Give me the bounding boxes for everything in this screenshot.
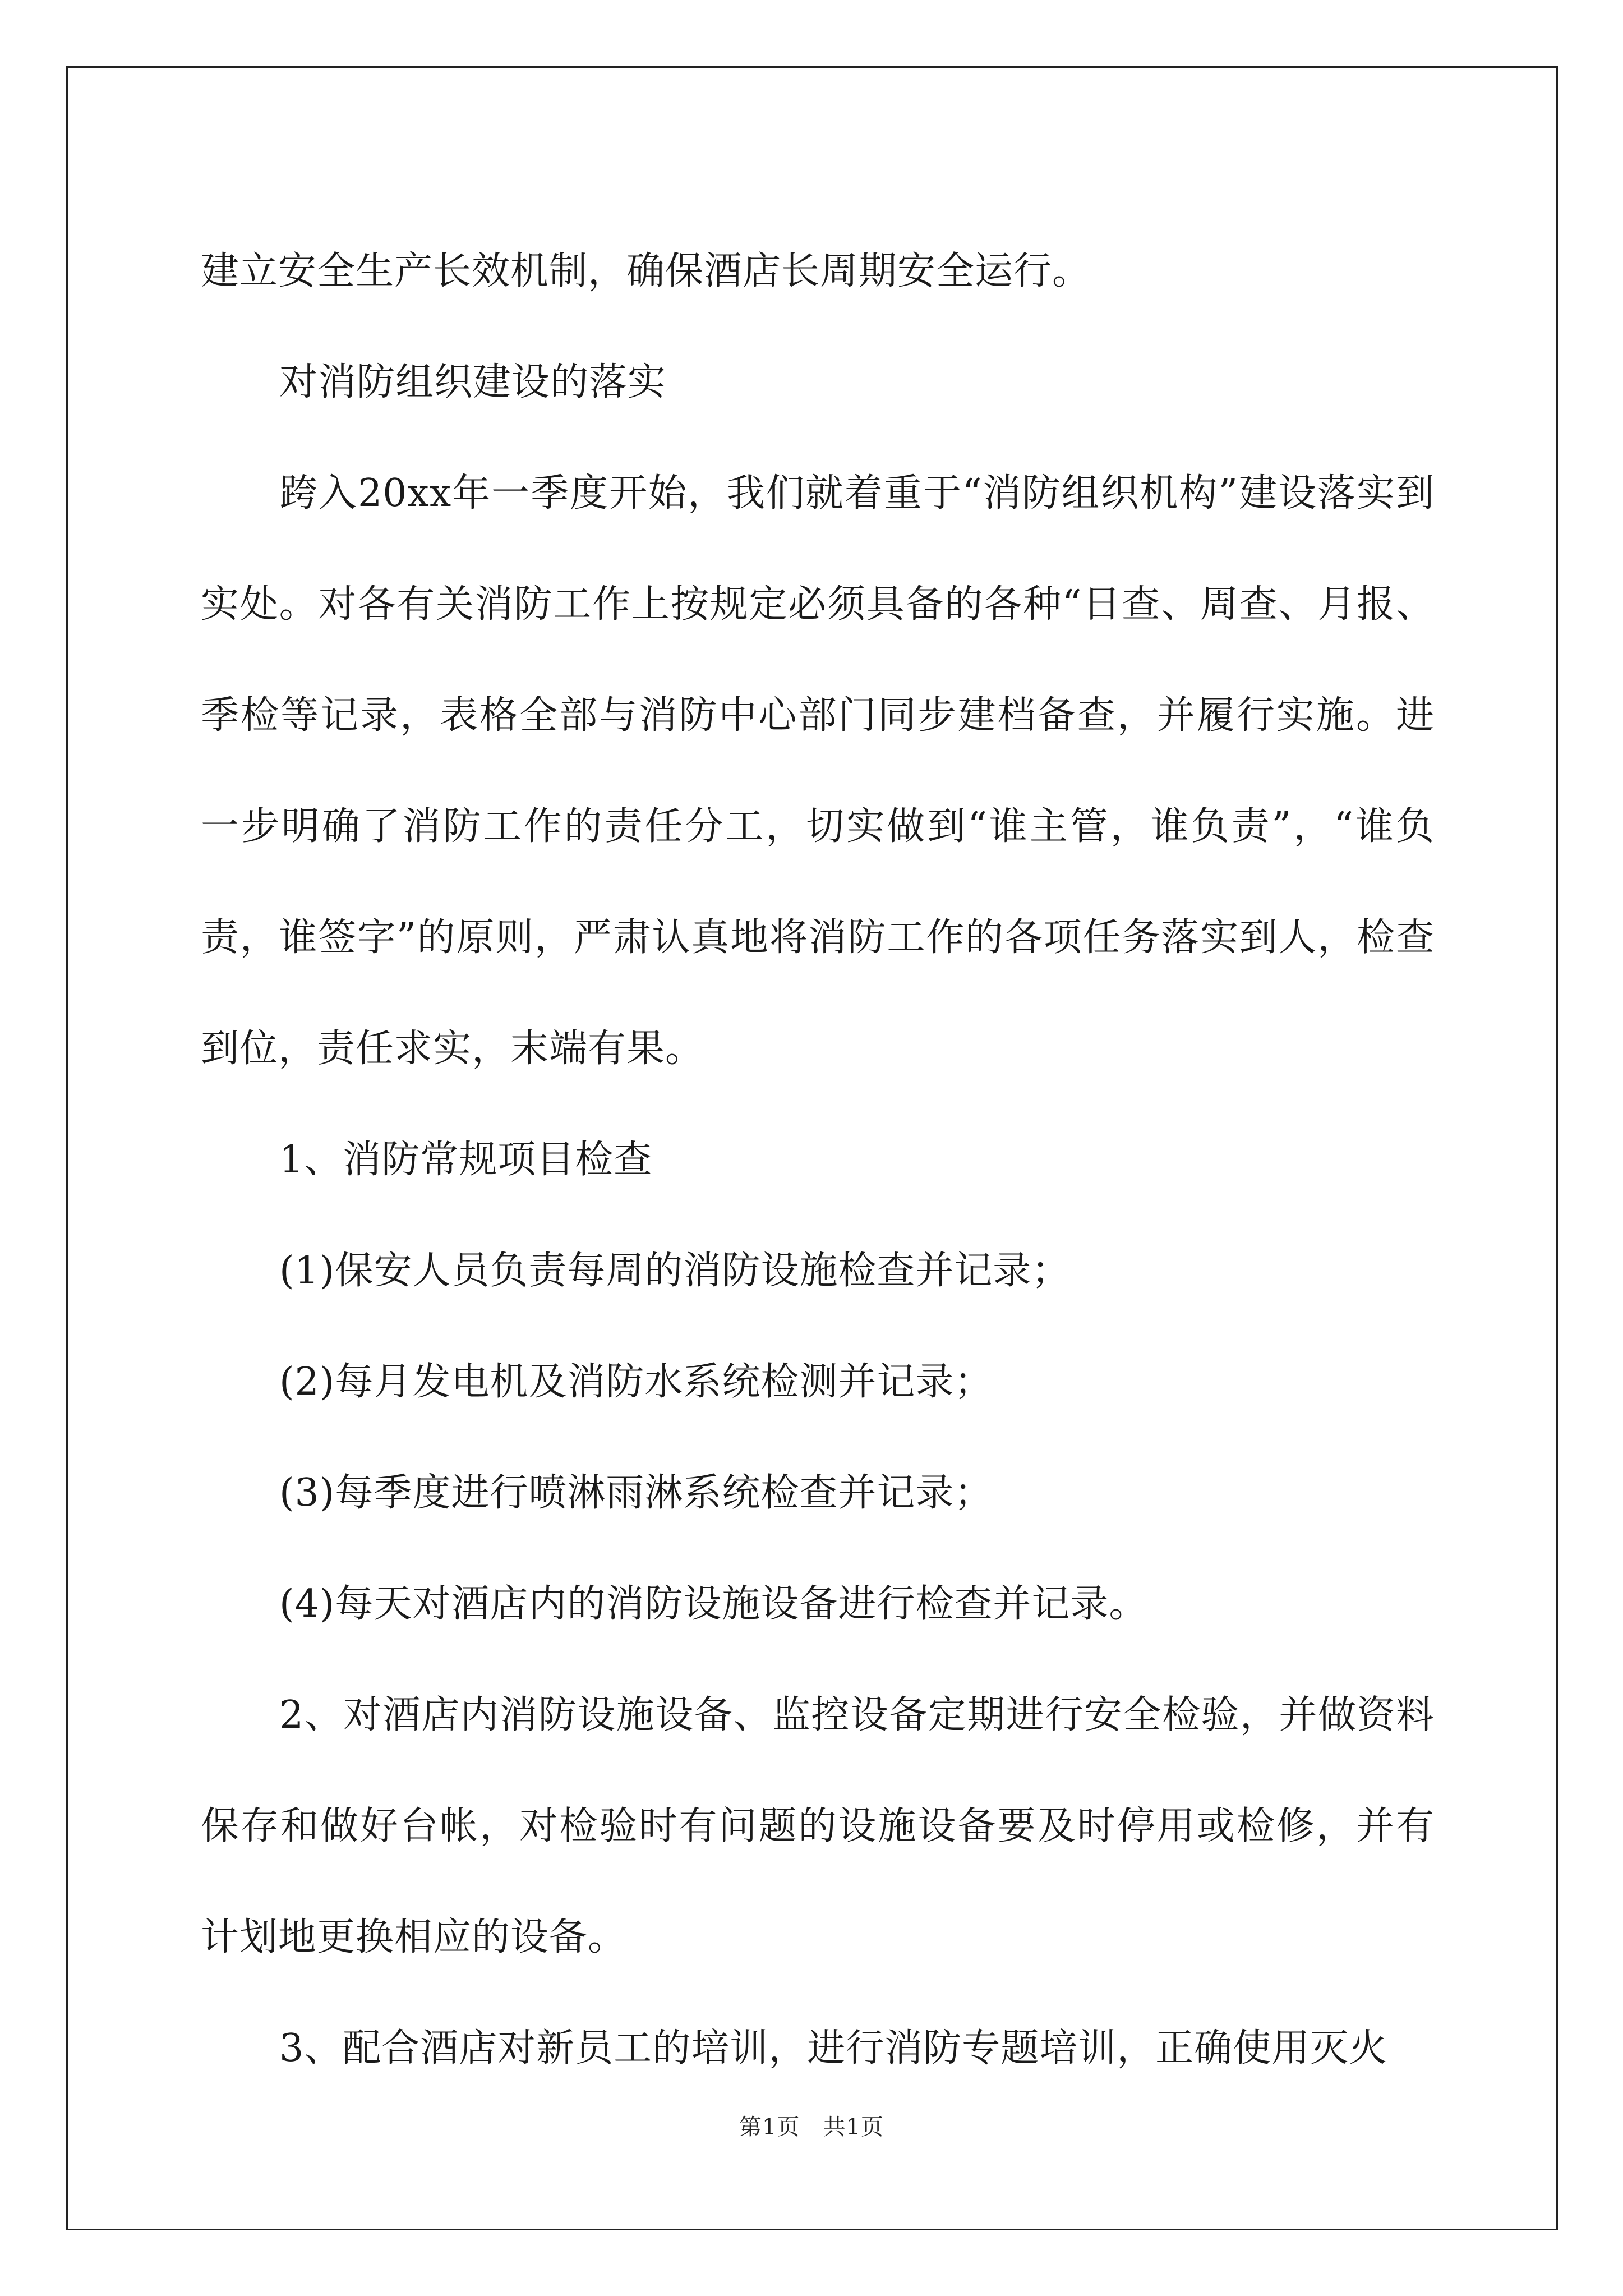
paragraph-10: 3、配合酒店对新员工的培训，进行消防专题培训，正确使用灭火: [279, 2026, 1388, 2070]
paragraph-5: (1)保安人员负责每周的消防设施检查并记录；: [279, 1249, 1071, 1293]
page-footer: [0, 2110, 1623, 2144]
paragraph-2: 对消防组织建设的落实: [279, 360, 667, 404]
paragraph-7: (3)每季度进行喷淋雨淋系统检查并记录；: [279, 1471, 993, 1515]
paragraph-4: 1、消防常规项目检查: [279, 1138, 653, 1182]
paragraph-3: 跨入20xx年一季度开始，我们就着重于“消防组织机构”建设落实到实处。对各有关消防工作上按规定必须具备的各种“日查、周查、月报、季检等记录，表格全部与消防中心部门同步建档备查，并履行实施。进一步明确了消防工作的责任分工，切实做到“谁主管，谁负责”，“谁负责，谁签字”的原则，严肃认真地将消防工作的各项任务落实到人，检查到位，责任求实，末端有果。: [201, 471, 1435, 1071]
paragraph-1: 建立安全生产长效机制，确保酒店长周期安全运行。: [201, 249, 1091, 293]
paragraph-8: (4)每天对酒店内的消防设施设备进行检查并记录。: [279, 1582, 1148, 1626]
page-number-label: 第1页 共1页: [739, 2114, 884, 2140]
paragraph-6: (2)每月发电机及消防水系统检测并记录；: [279, 1360, 993, 1404]
document-body: [201, 216, 1435, 2104]
paragraph-9: 2、对酒店内消防设施设备、监控设备定期进行安全检验，并做资料保存和做好台帐，对检验时有问题的设施设备要及时停用或检修，并有计划地更换相应的设备。: [201, 1693, 1435, 1959]
